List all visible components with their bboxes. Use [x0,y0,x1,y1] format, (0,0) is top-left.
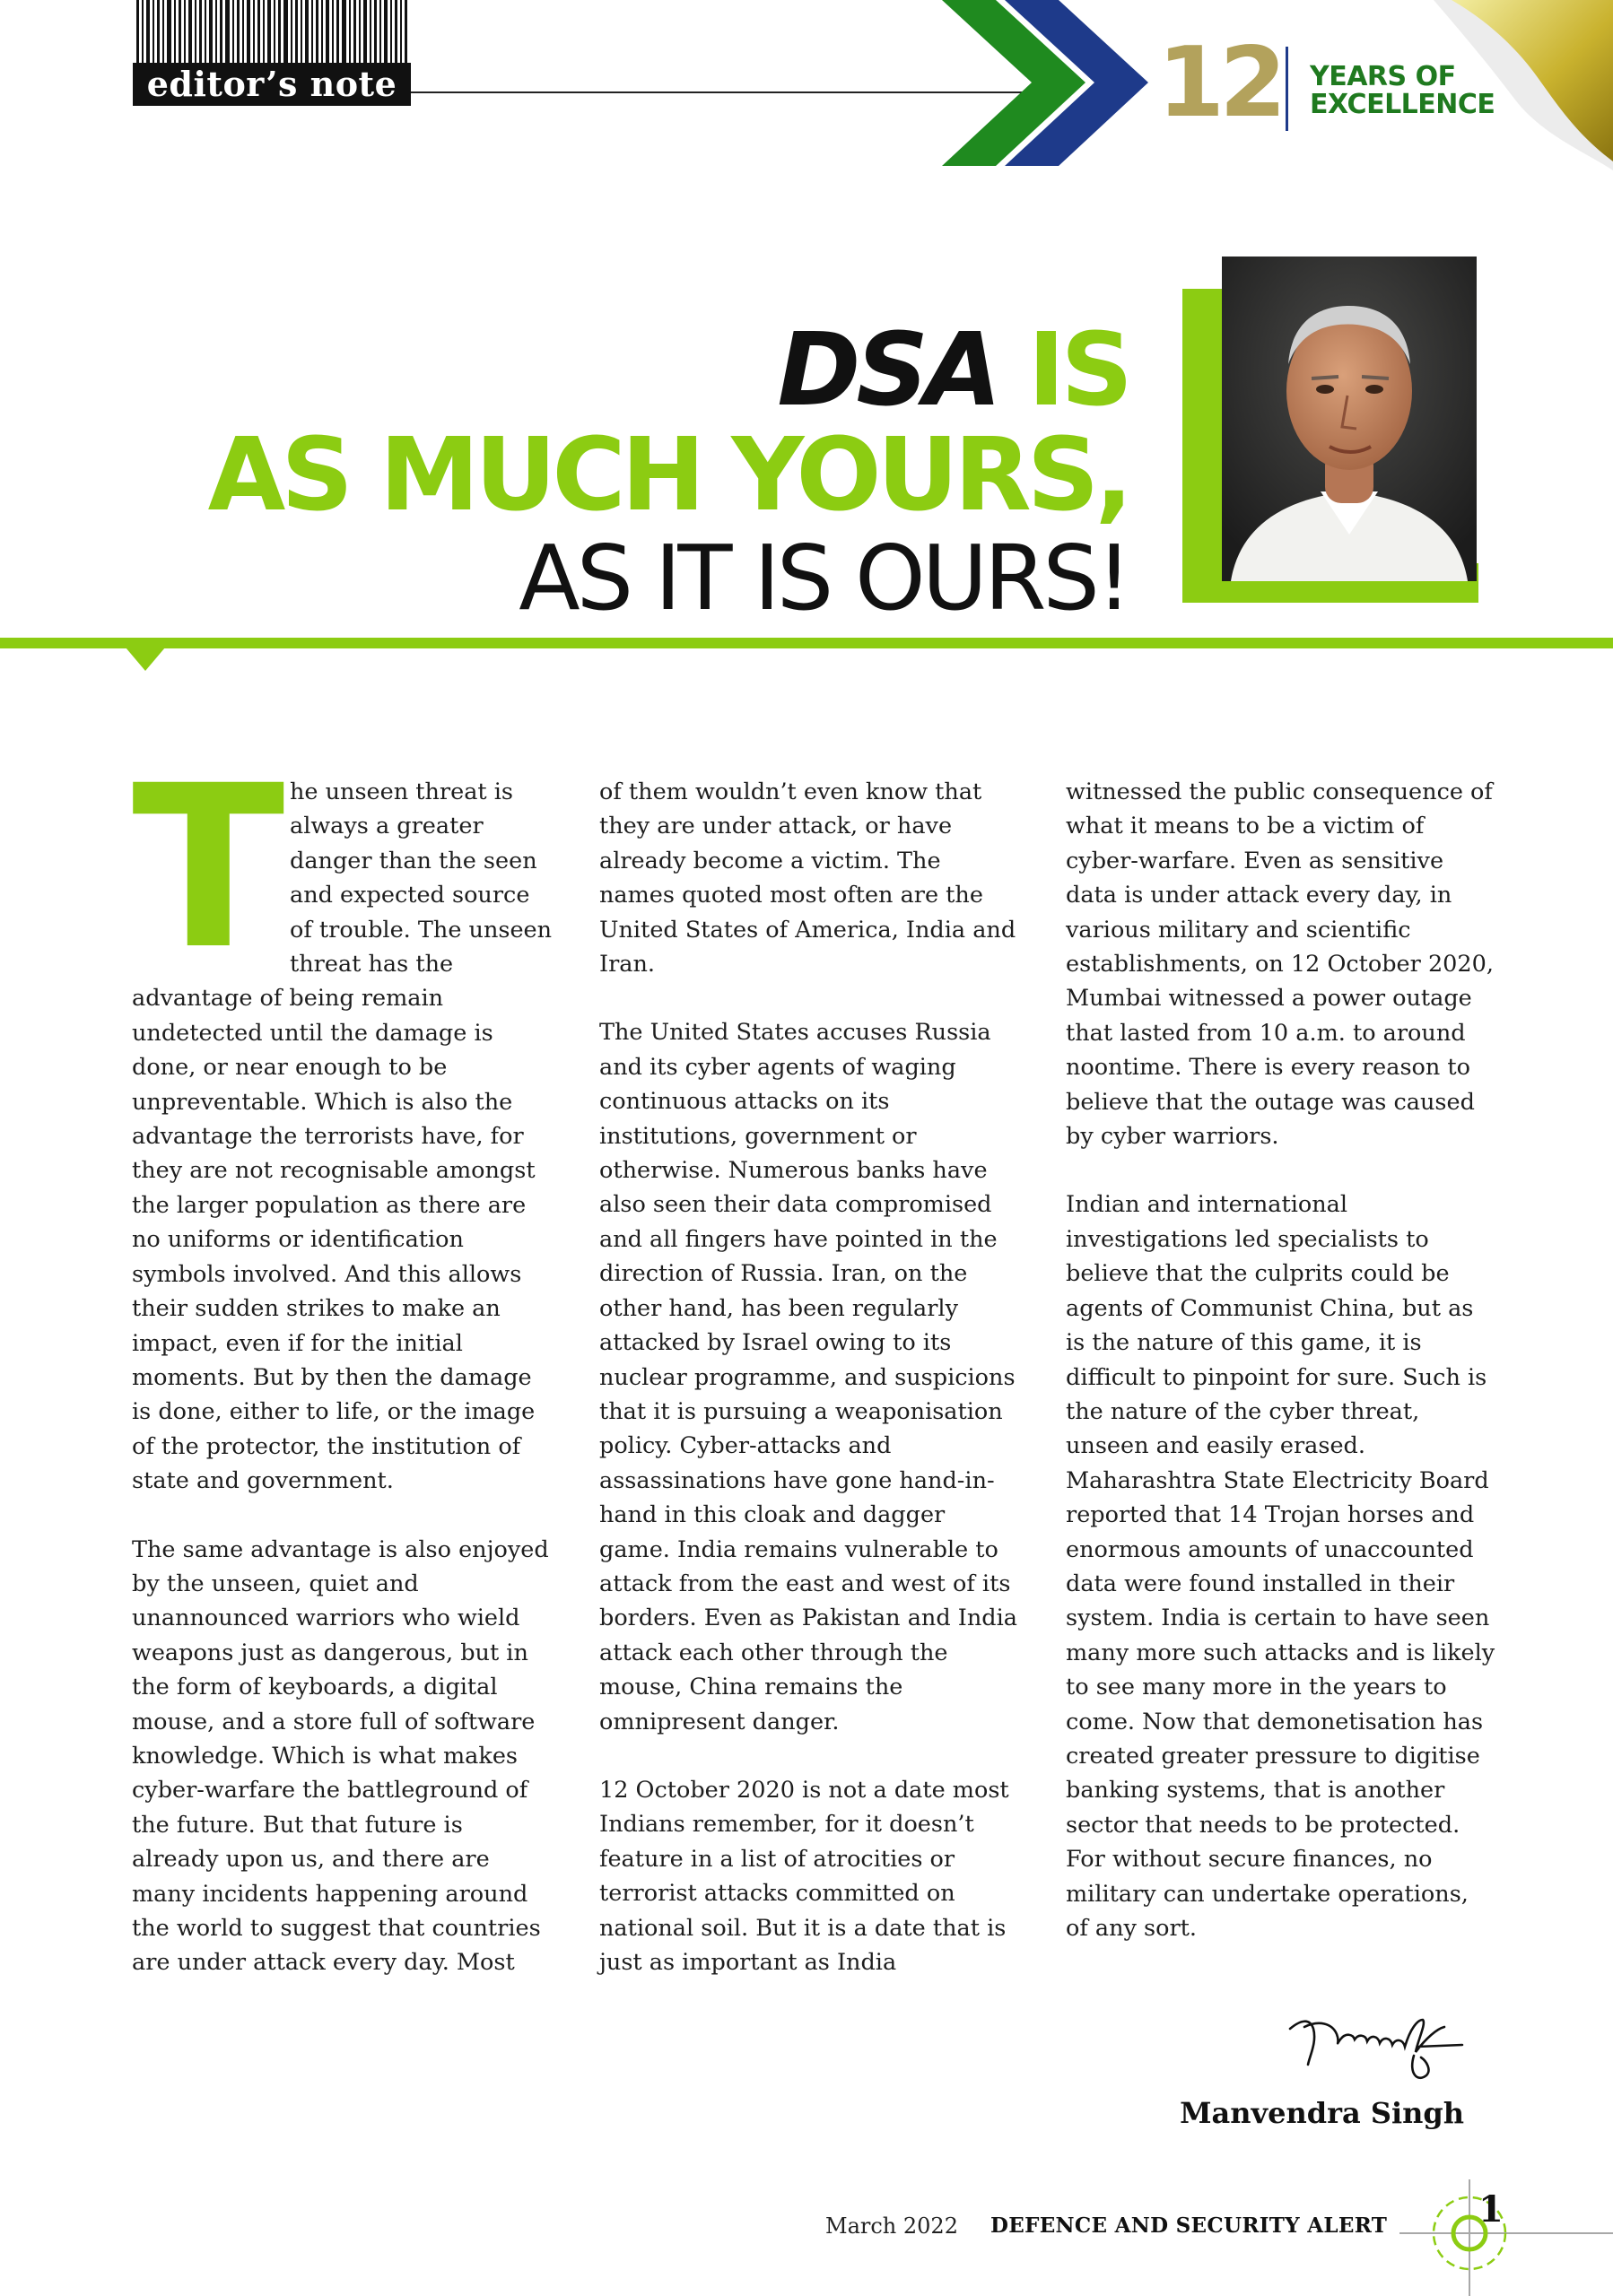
article-column-3 [1066,775,1496,1979]
anniversary-text-line2: EXCELLENCE [1310,89,1495,120]
title-line-2: AS MUCH YOURS, [207,417,1129,534]
divider-notch [126,648,165,671]
article-paragraph: The same advantage is also enjoyed by the unseen, quiet and unannounced warriors who wield weapons just as dangerous, but in the form of keyboards, a digital mouse, and a store full of software knowledge. Which is what makes cyber-warfare the battleground of the future. But that future is already upon us, and there are many incidents happening around the world to suggest that countries are under attack every day. Most [132,1535,549,1977]
footer-date: March 2022 [825,2213,958,2239]
article-paragraph: of them wouldn’t even know that they are under attack, or have already become a victim. The names quoted most often are the United States of America, India and Iran. [599,778,1016,978]
article-paragraph: 12 October 2020 is not a date most Indians remember, for it doesn’t feature in a list of atrocities or terrorist attacks committed on national soil. But it is a date that is just as important as India [599,1776,1009,1976]
handwritten-signature [1283,1993,1471,2092]
section-label: editor’s note [133,63,411,106]
anniversary-text-line1: YEARS OF [1310,61,1456,92]
drop-cap: T [132,737,285,998]
article-paragraph: Indian and international investigations led specialists to believe that the culprits could be agents of Communist China, but as is the nature of this game, it is difficult to pinpoint for sure. Such is the nature of the cyber threat, unseen and easily erased. Maharashtra State Electricity Board reported that 14 Trojan horses and enormous amounts of unaccounted data were found installed in their system. India is certain to have seen many more such attacks and is likely to see many more in the years to come. Now that demonetisation has created greater pressure to digitise banking systems, that is another sector that needs to be protected. For without secure finances, no military can undertake operations, of any sort. [1066,1191,1495,1942]
article-paragraph [132,737,554,1499]
footer-publication-name: DEFENCE AND SECURITY ALERT [990,2213,1388,2238]
title-is: IS [997,312,1129,429]
article-title [207,312,1129,631]
article-column-1 [132,737,554,2014]
anniversary-number: 12 [1157,27,1282,139]
author-name: Manvendra Singh [1180,2096,1464,2130]
title-line-1 [208,312,1129,429]
article-paragraph: The United States accuses Russia and its cyber agents of waging continuous attacks on its institutions, government or otherwise. Numerous banks have also seen their data compromised and all fingers have pointed in the direction of Russia. Iran, on the other hand, has been regularly attacked by Israel owing to its nuclear programme, and suspicions that it is pursuing a weaponisation policy. Cyber-attacks and assassinations have gone hand-in-hand in this cloak and dagger game. India remains vulnerable to attack from the east and west of its borders. Even as Pakistan and India attack each other through the mouse, China remains the omnipresent danger. [599,1019,1017,1735]
article-paragraph: witnessed the public consequence of what it means to be a victim of cyber-warfare. Even as sensitive data is under attack every day, in various military and scientific establishments, on 12 October 2020, Mumbai witnessed a power outage that lasted from 10 a.m. to around noontime. There is every reason to believe that the outage was caused by cyber warriors. [1066,778,1494,1151]
crosshair-target-icon [1399,2179,1613,2296]
barcode-graphic [135,0,409,63]
anniversary-divider [1286,47,1288,131]
page-number: 1 [1478,2188,1504,2231]
article-column-2 [599,775,1021,2013]
title-line-3: AS IT IS OURS! [519,526,1129,631]
title-dsa: DSA [777,312,998,429]
page-curl-graphic [1434,0,1613,170]
chevron-arrows-graphic [933,0,1148,166]
title-divider-rule [0,638,1613,648]
paragraph-text: he unseen threat is always a greater danger than the seen and expected source of trouble. The unseen threat has the advantage of being remain undetected until the damage is done, or near enough to be unpreventable. Which is also the advantage the terrorists have, for they are not recognisable amongst the larger population as there are no uniforms or identification symbols involved. And this allows their sudden strikes to make an impact, even if for the initial moments. But by then the damage is done, either to life, or the image of the protector, the institution of state and government. [132,778,553,1495]
author-portrait [1222,257,1477,581]
